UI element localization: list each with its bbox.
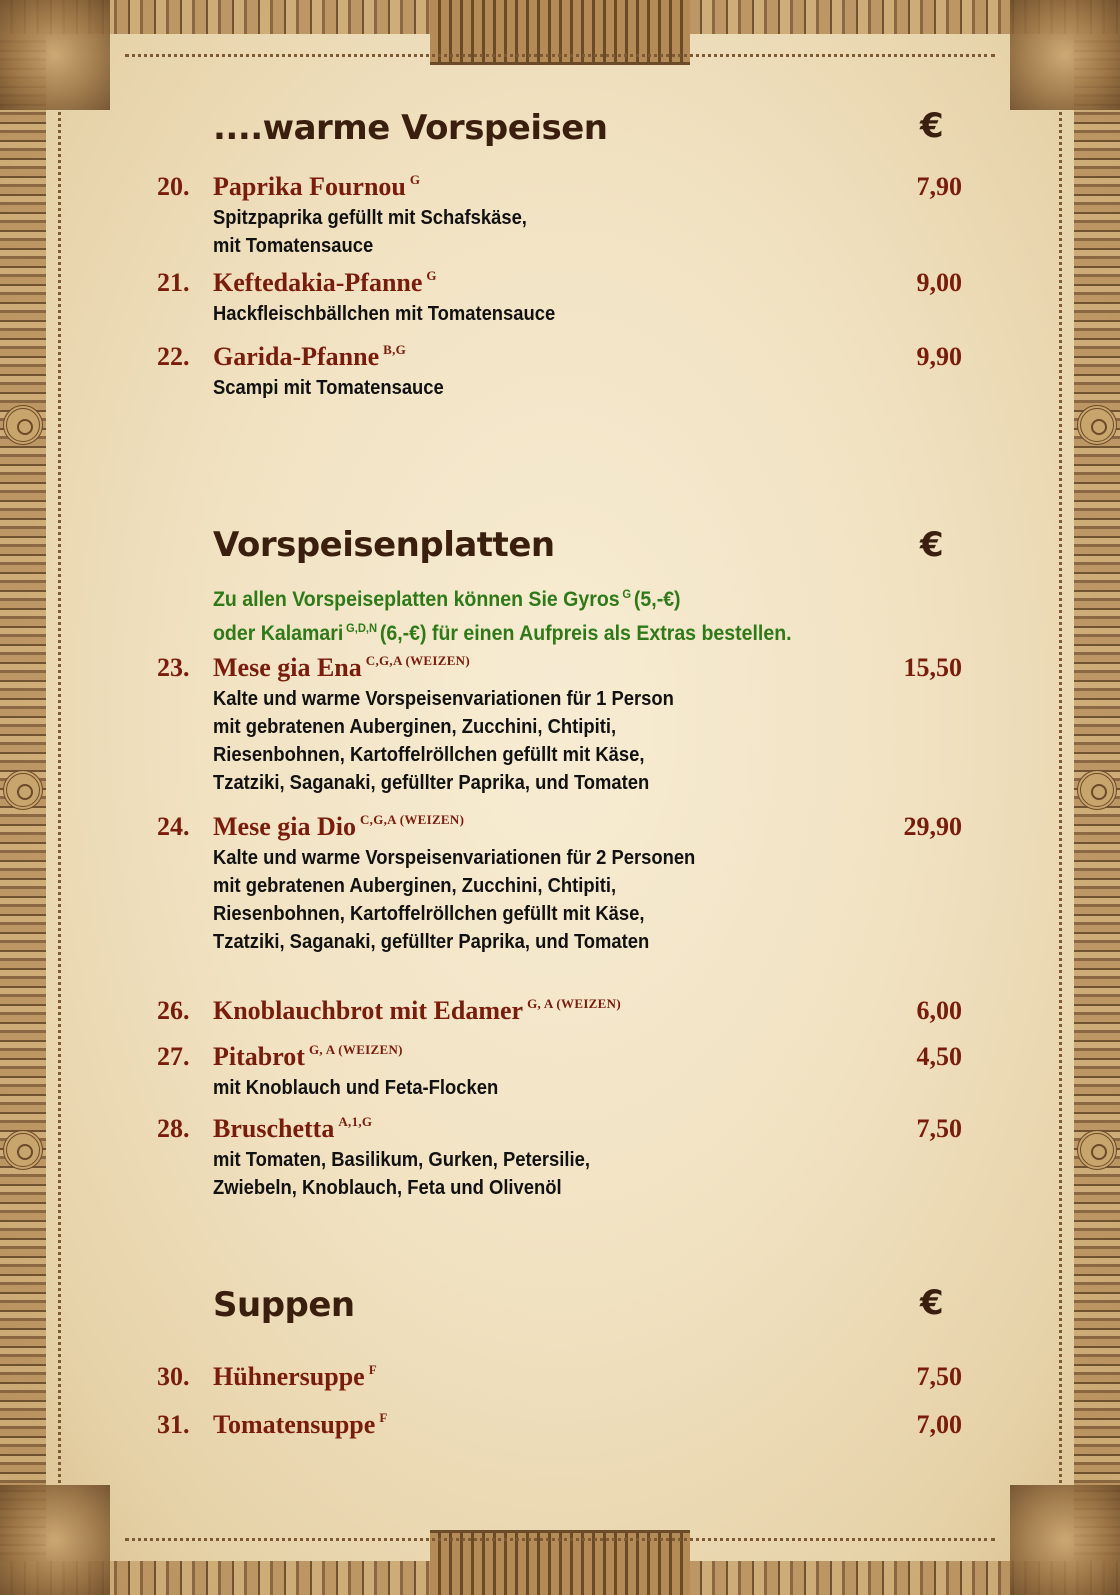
item-number: 31. bbox=[157, 1410, 190, 1439]
corner-ornament-icon bbox=[0, 0, 110, 110]
item-name: Knoblauchbrot mit Edamer $^{G, A (WEIZEN)}$ bbox=[213, 996, 621, 1025]
item-name: Mese gia Ena $^{C,G,A (WEIZEN)}$ bbox=[213, 653, 471, 682]
item-number: 27. bbox=[157, 1042, 190, 1071]
inner-frame-bottom bbox=[125, 1530, 995, 1541]
item-name: Mese gia Dio $^{C,G,A (WEIZEN)}$ bbox=[213, 812, 465, 841]
item-description: Spitzpaprika gefüllt mit Schafskäse, mit Tomatensauce bbox=[213, 207, 527, 257]
corner-ornament-icon bbox=[1010, 1485, 1120, 1595]
item-price: 7,00 bbox=[916, 1410, 962, 1439]
inner-frame-top bbox=[125, 54, 995, 65]
rosette-icon bbox=[3, 770, 43, 810]
allergen-codes: F bbox=[368, 1362, 377, 1377]
rosette-icon bbox=[3, 405, 43, 445]
allergen-codes: C,G,A (WEIZEN) bbox=[359, 812, 465, 827]
item-number: 24. bbox=[157, 812, 190, 841]
item-number: 26. bbox=[157, 996, 190, 1025]
item-number: 21. bbox=[157, 268, 190, 297]
item-number: 28. bbox=[157, 1114, 190, 1143]
item-description: Hackfleischbällchen mit Tomatensauce bbox=[213, 303, 556, 325]
item-price: 7,90 bbox=[916, 172, 962, 201]
allergen-codes: F bbox=[379, 1410, 388, 1425]
item-name: Hühnersuppe $^F$ bbox=[213, 1362, 377, 1391]
item-price: 6,00 bbox=[916, 996, 962, 1025]
currency-header: € bbox=[920, 525, 944, 565]
section-title-warm: ....warme Vorspeisen bbox=[213, 108, 608, 148]
item-name: Tomatensuppe $^F$ bbox=[213, 1410, 388, 1439]
allergen-codes: G bbox=[409, 172, 421, 187]
inner-frame bbox=[58, 112, 1062, 1483]
item-price: 9,90 bbox=[916, 342, 962, 371]
item-number: 20. bbox=[157, 172, 190, 201]
allergen-codes: C,G,A (WEIZEN) bbox=[365, 653, 471, 668]
item-description: mit Tomaten, Basilikum, Gurken, Petersilie, Zwiebeln, Knoblauch, Feta und Olivenöl bbox=[213, 1149, 590, 1199]
item-price: 9,00 bbox=[916, 268, 962, 297]
item-description: Scampi mit Tomatensauce bbox=[213, 377, 444, 399]
extras-note: Zu allen Vorspeiseplatten können Sie Gyros $^G$ (5,-€) oder Kalamari $^{G,D,N}$ (6,-€) für einen Aufpreis als Extras bestellen. bbox=[213, 587, 792, 645]
rosette-icon bbox=[3, 1130, 43, 1170]
rosette-icon bbox=[1077, 405, 1117, 445]
allergen-codes: A,1,G bbox=[338, 1114, 373, 1129]
item-number: 23. bbox=[157, 653, 190, 682]
item-price: 7,50 bbox=[916, 1114, 962, 1143]
currency-header: € bbox=[920, 1283, 944, 1323]
item-description: Kalte und warme Vorspeisenvariationen für 2 Personen mit gebratenen Auberginen, Zucchini, Chtipiti, Riesenbohnen, Kartoffelröllchen gefüllt mit Käse, Tzatziki, Saganaki, gefüllter Paprika, und Tomaten bbox=[213, 847, 696, 953]
allergen-codes: B,G bbox=[383, 342, 407, 357]
item-price: 15,50 bbox=[903, 653, 962, 682]
item-price: 4,50 bbox=[916, 1042, 962, 1071]
allergen-codes: G, A (WEIZEN) bbox=[527, 996, 621, 1011]
item-number: 22. bbox=[157, 342, 190, 371]
rosette-icon bbox=[1077, 1130, 1117, 1170]
allergen-codes: G bbox=[426, 268, 437, 283]
section-title-soups: Suppen bbox=[213, 1285, 355, 1325]
item-number: 30. bbox=[157, 1362, 190, 1391]
corner-ornament-icon bbox=[1010, 0, 1120, 110]
item-name: Garida-Pfanne $^{B,G}$ bbox=[213, 342, 407, 371]
item-name: Bruschetta $^{A,1,G}$ bbox=[213, 1114, 373, 1143]
item-price: 7,50 bbox=[916, 1362, 962, 1391]
corner-ornament-icon bbox=[0, 1485, 110, 1595]
item-description: mit Knoblauch und Feta-Flocken bbox=[213, 1077, 499, 1099]
item-name: Paprika Fournou $^G$ bbox=[213, 172, 421, 201]
item-name: Keftedakia-Pfanne $^G$ bbox=[213, 268, 437, 297]
item-description: Kalte und warme Vorspeisenvariationen für 1 Person mit gebratenen Auberginen, Zucchini, Chtipiti, Riesenbohnen, Kartoffelröllchen gefüllt mit Käse, Tzatziki, Saganaki, gefüllter Paprika, und Tomaten bbox=[213, 688, 674, 794]
section-title-platters: Vorspeisenplatten bbox=[213, 525, 555, 565]
item-price: 29,90 bbox=[903, 812, 962, 841]
allergen-codes: G, A (WEIZEN) bbox=[308, 1042, 403, 1057]
item-name: Pitabrot $^{G, A (WEIZEN)}$ bbox=[213, 1042, 403, 1071]
rosette-icon bbox=[1077, 770, 1117, 810]
currency-header: € bbox=[920, 106, 944, 146]
